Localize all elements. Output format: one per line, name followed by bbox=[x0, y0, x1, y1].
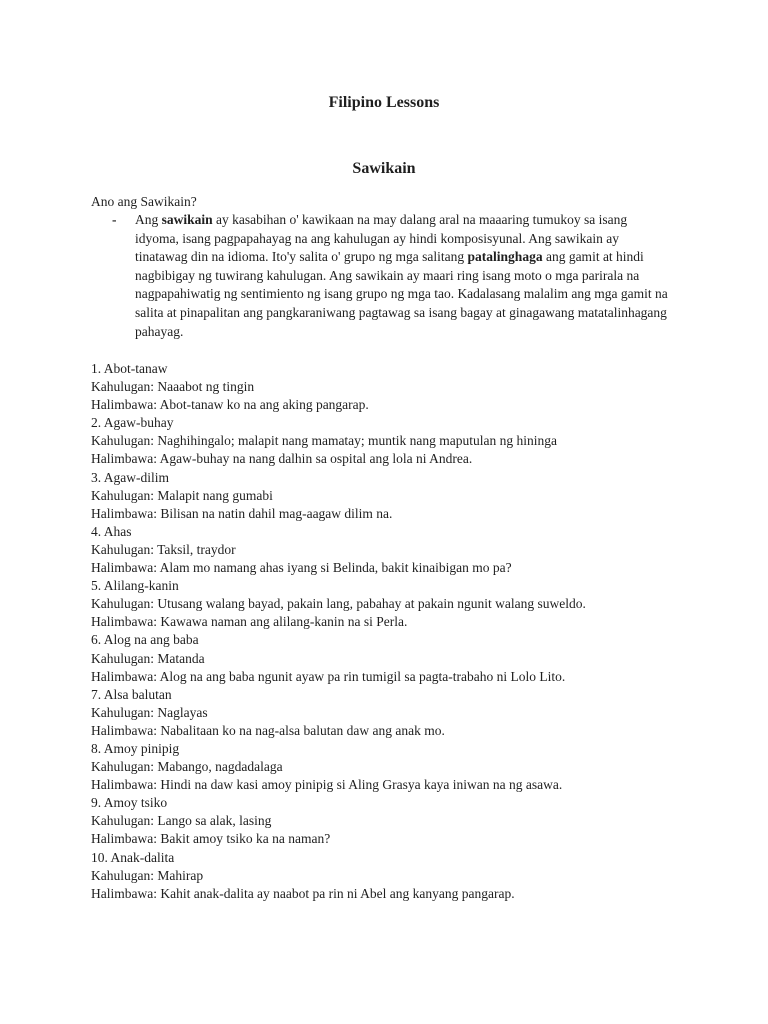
idiom-example: Halimbawa: Bilisan na natin dahil mag-aagaw dilim na. bbox=[91, 505, 393, 521]
idiom-example: Halimbawa: Bakit amoy tsiko ka na naman? bbox=[91, 831, 331, 847]
list-item bbox=[91, 577, 711, 631]
list-item bbox=[91, 523, 711, 577]
idiom-term: 9. Amoy tsiko bbox=[91, 795, 168, 811]
definition-part2: ay kasabihan o' kawikaan na may dalang aral na maaaring tumukoy sa isang idyoma, isang pagpapahayag na ang kahulugan ay hindi komposisyunal. Ang sawikain ay tinatawag din na idioma. Ito'y salita o' grupo ng mga salitang bbox=[135, 212, 628, 265]
idiom-meaning: Kahulugan: Utusang walang bayad, pakain lang, pabahay at pakain ngunit walang suweldo. bbox=[91, 596, 586, 612]
idiom-example: Halimbawa: Alog na ang baba ngunit ayaw pa rin tumigil sa pagta-trabaho ni Lolo Lito. bbox=[91, 668, 566, 684]
idiom-term: 4. Ahas bbox=[91, 523, 132, 539]
idiom-meaning: Kahulugan: Taksil, traydor bbox=[91, 541, 236, 557]
idiom-meaning: Kahulugan: Mabango, nagdadalaga bbox=[91, 759, 283, 775]
idiom-meaning: Kahulugan: Naghihingalo; malapit nang mamatay; muntik nang maputulan ng hininga bbox=[91, 433, 558, 449]
definition-bold-patalinghaga: patalinghaga bbox=[467, 249, 543, 265]
definition-part1: Ang bbox=[135, 212, 162, 227]
idiom-example: Halimbawa: Agaw-buhay na nang dalhin sa ospital ang lola ni Andrea. bbox=[91, 451, 473, 467]
list-item bbox=[91, 631, 711, 685]
section-title: Sawikain bbox=[352, 160, 416, 177]
idiom-term: 6. Alog na ang baba bbox=[91, 632, 199, 648]
idiom-example: Halimbawa: Kawawa naman ang alilang-kanin na si Perla. bbox=[91, 614, 408, 630]
idiom-meaning: Kahulugan: Malapit nang gumabi bbox=[91, 487, 273, 503]
idiom-term: 2. Agaw-buhay bbox=[91, 415, 174, 431]
idiom-term: 10. Anak-dalita bbox=[91, 849, 175, 865]
idiom-meaning: Kahulugan: Naaabot ng tingin bbox=[91, 379, 255, 395]
definition-paragraph bbox=[135, 211, 672, 341]
definition-part3: ang gamit at hindi nagbibigay ng tuwirang kahulugan. Ang sawikain ay maari ring isang moto o mga parirala na nagpapahiwatig ng sentimiento ng isang grupo ng mga tao. Kadalasang malalim ang mga gamit na salita at pinapalitan ang pangkaraniwang pagtawag sa isang bagay at ginagawang matatalinhagang pahayag. bbox=[135, 249, 668, 339]
list-item bbox=[91, 469, 711, 523]
list-item bbox=[91, 849, 711, 903]
idiom-term: 3. Agaw-dilim bbox=[91, 469, 169, 485]
bullet-marker: - bbox=[112, 212, 117, 227]
idiom-term: 7. Alsa balutan bbox=[91, 686, 172, 702]
idiom-example: Halimbawa: Nabalitaan ko na nag-alsa balutan daw ang anak mo. bbox=[91, 722, 445, 738]
idiom-meaning: Kahulugan: Matanda bbox=[91, 650, 205, 666]
document-title: Filipino Lessons bbox=[328, 94, 440, 111]
list-item bbox=[91, 794, 711, 848]
idiom-meaning: Kahulugan: Lango sa alak, lasing bbox=[91, 813, 272, 829]
definition-block bbox=[112, 211, 672, 341]
idiom-example: Halimbawa: Hindi na daw kasi amoy pinipig si Aling Grasya kaya iniwan na ng asawa. bbox=[91, 777, 563, 793]
idiom-meaning: Kahulugan: Mahirap bbox=[91, 867, 204, 883]
list-item bbox=[91, 686, 711, 740]
idiom-term: 8. Amoy pinipig bbox=[91, 740, 180, 756]
idiom-example: Halimbawa: Alam mo namang ahas iyang si Belinda, bakit kinaibigan mo pa? bbox=[91, 560, 512, 576]
idiom-meaning: Kahulugan: Naglayas bbox=[91, 704, 208, 720]
list-item bbox=[91, 414, 711, 468]
idiom-term: 5. Alilang-kanin bbox=[91, 578, 179, 594]
list-item bbox=[91, 740, 711, 794]
idiom-example: Halimbawa: Kahit anak-dalita ay naabot pa rin ni Abel ang kanyang pangarap. bbox=[91, 885, 515, 901]
definition-bold-sawikain: sawikain bbox=[161, 212, 213, 227]
idiom-list bbox=[91, 360, 711, 903]
question-text: Ano ang Sawikain? bbox=[91, 194, 197, 209]
idiom-example: Halimbawa: Abot-tanaw ko na ang aking pangarap. bbox=[91, 397, 369, 413]
list-item bbox=[91, 360, 711, 414]
idiom-term: 1. Abot-tanaw bbox=[91, 361, 168, 376]
